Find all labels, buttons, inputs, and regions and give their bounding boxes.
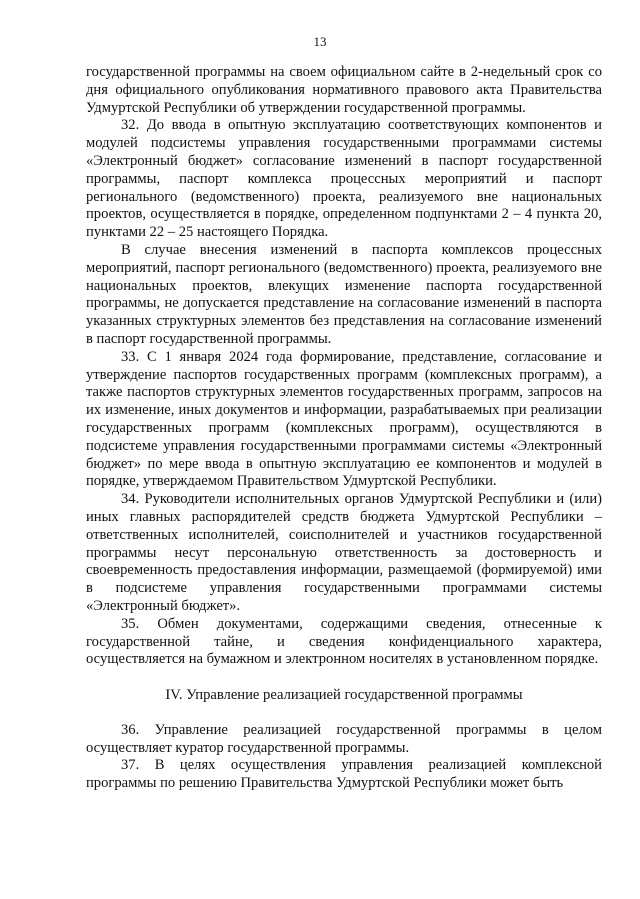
paragraph-37: 37. В целях осуществления управления реализацией комплексной программы по решению Правительства Удмуртской Республики может быть [86, 757, 602, 792]
page-number: 13 [313, 34, 327, 49]
paragraph-33: 33. С 1 января 2024 года формирование, представление, согласование и утверждение паспортов государственных программ (комплексных программ), а также паспортов структурных элементов государственных программ, запросов на их изменение, иных документов и информации, разрабатываемых при реализации государственных программ (комплексных программ), осуществляются в подсистеме управления государственными программами системы «Электронный бюджет» по мере ввода в опытную эксплуатацию ее компонентов и модулей в порядке, утверждаемом Правительством Удмуртской Республики. [86, 348, 602, 490]
paragraph-35: 35. Обмен документами, содержащими сведения, отнесенные к государственной тайне, и сведения конфиденциального характера, осуществляется на бумажном и электронном носителях в установленном порядке. [86, 615, 602, 668]
paragraph-32: 32. До ввода в опытную эксплуатацию соответствующих компонентов и модулей подсистемы управления государственными программами системы «Электронный бюджет» согласование изменений в паспорт государственной программы, паспорт комплекса процессных мероприятий и паспорт регионального (ведомственного) проекта, реализуемого вне национальных проектов, осуществляется в порядке, определенном подпунктами 2 – 4 пункта 20, пунктами 22 – 25 настоящего Порядка. [86, 117, 602, 241]
document-body [86, 64, 602, 793]
section-heading: IV. Управление реализацией государственной программы [165, 687, 523, 704]
paragraph-continuation: государственной программы на своем официальном сайте в 2-недельный срок со дня официального опубликования нормативного правового акта Правительства Удмуртской Республики об утверждении государственной программы. [86, 64, 602, 116]
paragraph-34: 34. Руководители исполнительных органов Удмуртской Республики и (или) иных главных распорядителей средств бюджета Удмуртской Республики – ответственных исполнителей, соисполнителей и участников государственной программы несут персональную ответственность за достоверность и своевременность предоставления информации, размещаемой (формируемой) ими в подсистеме управления государственными программами системы «Электронный бюджет». [86, 491, 602, 614]
paragraph-32-note: В случае внесения изменений в паспорта комплексов процессных мероприятий, паспорт регионального (ведомственного) проекта, реализуемого вне национальных проектов, влекущих изменение паспорта государственной программы, не допускается представление на согласование изменений в паспорта указанных структурных элементов без представления на согласование изменений в паспорт государственной программы. [86, 241, 602, 347]
paragraph-36: 36. Управление реализацией государственной программы в целом осуществляет куратор государственной программы. [86, 721, 602, 756]
